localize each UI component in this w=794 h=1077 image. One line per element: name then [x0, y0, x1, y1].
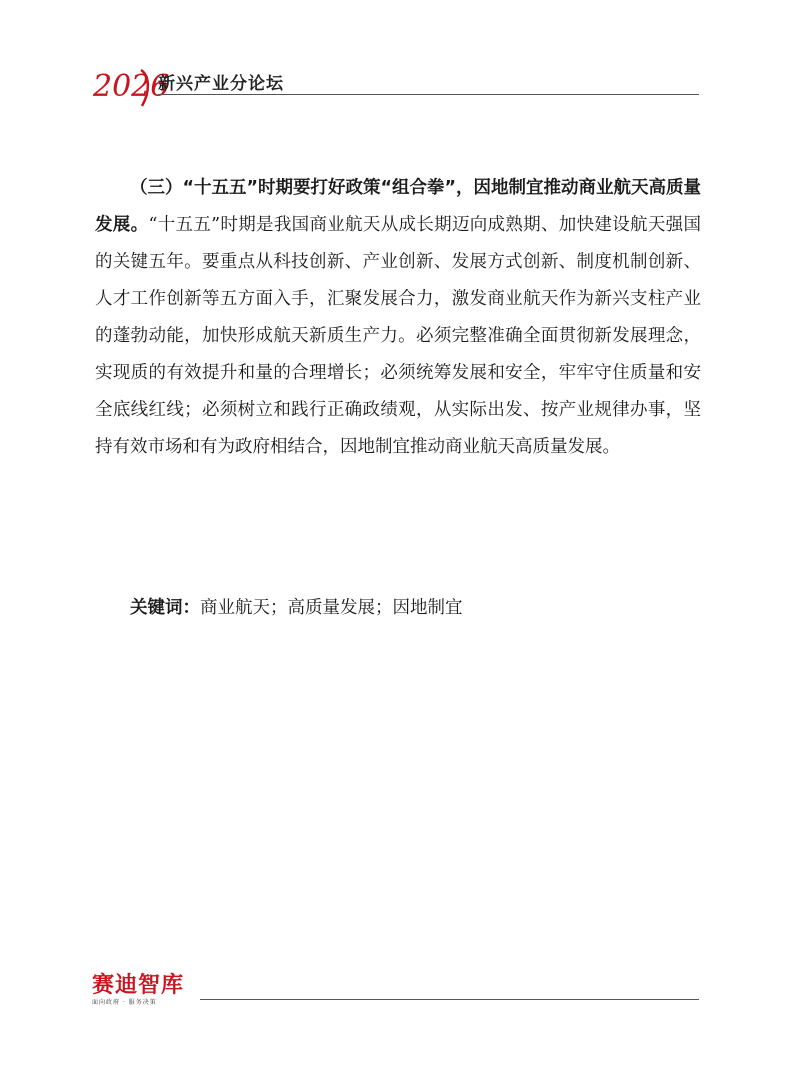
- keywords-label: 关键词：: [130, 598, 200, 618]
- keywords-line: [130, 593, 463, 623]
- footer-slogan: 面向政府 · 服务决策: [92, 999, 157, 1006]
- section-body: “十五五”时期是我国商业航天从成长期迈向成熟期、加快建设航天强国的关键五年。要重点从科技创新、产业创新、发展方式创新、制度机制创新、人才工作创新等五方面入手，汇聚发展合力，激发商业航天作为新兴支柱产业的蓬勃动能，加快形成航天新质生产力。必须完整准确全面贯彻新发展理念，实现质的有效提升和量的合理增长；必须统筹发展和安全，牢牢守住质量和安全底线红线；必须树立和践行正确政绩观，从实际出发、按产业规律办事，坚持有效市场和有为政府相结合，因地制宜推动商业航天高质量发展。: [95, 215, 701, 457]
- section-heading: （三）“十五五”时期要打好政策“组合拳”，因地制宜推动商业航天高质量发展。: [95, 178, 702, 235]
- forum-logo-2026: [92, 62, 170, 110]
- svg-text:2026: 2026: [93, 69, 170, 104]
- footer-divider: [200, 999, 699, 1000]
- footer-brand-name: 赛迪智库: [92, 973, 185, 998]
- header-divider: [158, 94, 699, 95]
- keywords-value: 商业航天；高质量发展；因地制宜: [200, 598, 463, 618]
- header-title: 新兴产业分论坛: [158, 74, 284, 94]
- footer-brand-logo: [92, 973, 202, 1007]
- section-paragraph: [95, 170, 701, 466]
